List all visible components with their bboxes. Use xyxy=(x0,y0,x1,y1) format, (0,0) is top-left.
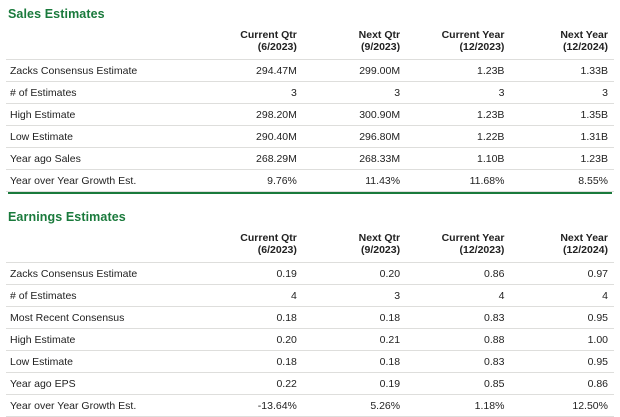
row-value: 3 xyxy=(406,82,510,104)
header-period-next-qtr: (9/2023) xyxy=(360,41,401,53)
row-value: 3 xyxy=(303,285,406,307)
sales-table-body xyxy=(6,60,614,192)
section-title-earnings: Earnings Estimates xyxy=(8,210,126,224)
table-row xyxy=(6,351,614,373)
row-value: 0.18 xyxy=(303,351,406,373)
row-value: 299.00M xyxy=(303,60,406,82)
header-current-year: Current Year xyxy=(441,29,505,41)
header-next-qtr: Next Qtr xyxy=(358,232,401,244)
row-value: 0.85 xyxy=(406,373,510,395)
table-row xyxy=(6,126,614,148)
row-value: 0.18 xyxy=(303,307,406,329)
earnings-table-body xyxy=(6,263,614,417)
header-next-year: Next Year xyxy=(560,232,608,244)
table-row xyxy=(6,263,614,285)
row-value: 0.83 xyxy=(406,351,510,373)
row-value: 1.31B xyxy=(510,126,614,148)
header-row-periods xyxy=(6,41,614,60)
table-row xyxy=(6,373,614,395)
row-value: 0.18 xyxy=(199,351,303,373)
row-value: 0.86 xyxy=(510,373,614,395)
header-current-year: Current Year xyxy=(441,232,505,244)
row-value: 0.95 xyxy=(510,307,614,329)
row-value: 0.88 xyxy=(406,329,510,351)
row-value: 9.76% xyxy=(199,170,303,192)
row-value: 4 xyxy=(406,285,510,307)
row-value: 3 xyxy=(510,82,614,104)
header-period-blank xyxy=(6,244,199,263)
row-label: Low Estimate xyxy=(6,126,199,148)
row-label: Year ago Sales xyxy=(6,148,199,170)
row-value: 0.20 xyxy=(199,329,303,351)
header-period-next-qtr: (9/2023) xyxy=(360,244,401,256)
row-label: Year over Year Growth Est. xyxy=(6,395,199,417)
section-sales-estimates xyxy=(6,0,614,194)
row-label: Year ago EPS xyxy=(6,373,199,395)
row-value: 3 xyxy=(199,82,303,104)
header-row-names xyxy=(6,27,614,41)
row-value: 4 xyxy=(199,285,303,307)
row-value: 1.33B xyxy=(510,60,614,82)
header-current-qtr: Current Qtr xyxy=(240,232,297,244)
row-label: Zacks Consensus Estimate xyxy=(6,263,199,285)
row-value: 300.90M xyxy=(303,104,406,126)
header-blank-cell xyxy=(6,230,199,244)
header-row-names xyxy=(6,230,614,244)
row-value: 0.19 xyxy=(199,263,303,285)
row-label: Most Recent Consensus xyxy=(6,307,199,329)
header-next-qtr: Next Qtr xyxy=(358,29,401,41)
table-row xyxy=(6,170,614,192)
row-value: 5.26% xyxy=(303,395,406,417)
earnings-estimates-table xyxy=(6,230,614,417)
row-value: 0.83 xyxy=(406,307,510,329)
row-value: 4 xyxy=(510,285,614,307)
sales-table-header xyxy=(6,27,614,60)
sales-estimates-table xyxy=(6,27,614,192)
header-period-next-year: (12/2024) xyxy=(563,244,608,256)
row-value: 0.18 xyxy=(199,307,303,329)
row-label: Low Estimate xyxy=(6,351,199,373)
table-row xyxy=(6,104,614,126)
section-title-sales: Sales Estimates xyxy=(8,7,105,21)
row-value: 12.50% xyxy=(510,395,614,417)
row-label: Zacks Consensus Estimate xyxy=(6,60,199,82)
row-value: 3 xyxy=(303,82,406,104)
header-period-current-qtr: (6/2023) xyxy=(257,41,297,53)
row-value: 1.18% xyxy=(406,395,510,417)
row-label: # of Estimates xyxy=(6,82,199,104)
row-value: -13.64% xyxy=(199,395,303,417)
header-next-year: Next Year xyxy=(560,29,608,41)
header-period-next-year: (12/2024) xyxy=(563,41,608,53)
row-value: 294.47M xyxy=(199,60,303,82)
header-period-current-qtr: (6/2023) xyxy=(257,244,297,256)
table-row xyxy=(6,60,614,82)
header-current-qtr: Current Qtr xyxy=(240,29,297,41)
row-label: High Estimate xyxy=(6,104,199,126)
row-value: 1.23B xyxy=(510,148,614,170)
header-period-blank xyxy=(6,41,199,60)
row-value: 0.19 xyxy=(303,373,406,395)
header-period-current-year: (12/2023) xyxy=(459,244,505,256)
row-value: 290.40M xyxy=(199,126,303,148)
table-row xyxy=(6,307,614,329)
row-value: 296.80M xyxy=(303,126,406,148)
header-row-periods xyxy=(6,244,614,263)
row-value: 1.00 xyxy=(510,329,614,351)
table-row xyxy=(6,82,614,104)
table-row xyxy=(6,285,614,307)
section-earnings-estimates xyxy=(6,203,614,417)
row-label: High Estimate xyxy=(6,329,199,351)
header-period-current-year: (12/2023) xyxy=(459,41,505,53)
row-label: Year over Year Growth Est. xyxy=(6,170,199,192)
row-value: 0.22 xyxy=(199,373,303,395)
row-value: 1.22B xyxy=(406,126,510,148)
row-label: # of Estimates xyxy=(6,285,199,307)
row-value: 0.21 xyxy=(303,329,406,351)
row-value: 0.20 xyxy=(303,263,406,285)
row-value: 1.23B xyxy=(406,60,510,82)
row-value: 0.97 xyxy=(510,263,614,285)
row-value: 0.95 xyxy=(510,351,614,373)
row-value: 8.55% xyxy=(510,170,614,192)
row-value: 0.86 xyxy=(406,263,510,285)
row-value: 268.29M xyxy=(199,148,303,170)
table-row xyxy=(6,395,614,417)
earnings-table-header xyxy=(6,230,614,263)
header-blank-cell xyxy=(6,27,199,41)
row-value: 1.10B xyxy=(406,148,510,170)
row-value: 11.43% xyxy=(303,170,406,192)
row-value: 268.33M xyxy=(303,148,406,170)
row-value: 298.20M xyxy=(199,104,303,126)
table-row xyxy=(6,148,614,170)
row-value: 1.35B xyxy=(510,104,614,126)
table-row xyxy=(6,329,614,351)
section-spacer xyxy=(6,194,614,203)
row-value: 1.23B xyxy=(406,104,510,126)
row-value: 11.68% xyxy=(406,170,510,192)
